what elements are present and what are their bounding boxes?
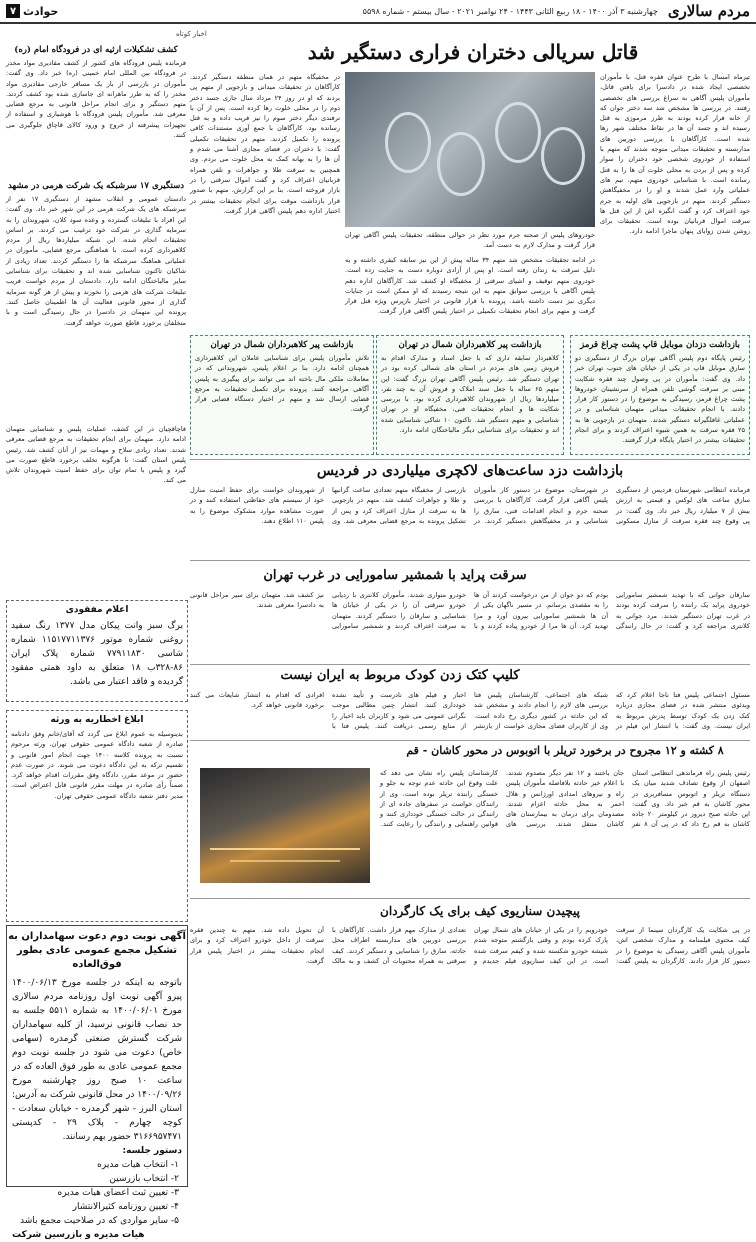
divider — [190, 560, 750, 561]
handcuffs-photo — [345, 72, 595, 227]
agenda-item: ۲- انتخاب بازرسین — [109, 1174, 179, 1184]
lead-body-col-2: در ادامه تحقیقات مشخص شد متهم ۳۴ ساله پیش از این نیز سابقه کیفری داشته و به دلیل سرقت به زندان رفته است. او پس از آزادی دوباره دست به جنایت زده است. خودروی متهم توقیف و اشیای سرقتی از مخفیگاه او کشف شد. کارآگاهان اداره دهم پلیس آگاهی با بررسی سوابق متهم به این نتیجه رسیدند که او ممکن است در جنایات دیگری نیز دست داشته باشد. پرونده با قرار قانونی در اختیار بازپرس ویژه قتل قرار گرفت و متهم برای انجام تحقیقات تکمیلی در اختیار پلیس آگاهی قرار گرفت. — [345, 256, 595, 316]
lost-notice — [6, 600, 188, 702]
divider — [190, 740, 750, 741]
agenda-item: ۴- تعیین روزنامه کثیرالانتشار — [72, 1202, 179, 1212]
heirs-notice-title: ابلاغ اخطاریه به ورثه — [50, 715, 144, 725]
story-headline-director[interactable]: پیچیدن سناریوی کیف برای یک کارگردان — [380, 904, 580, 918]
ad-signature: هیات مدیره و بازرسین شرکت — [12, 1230, 145, 1240]
brief-box-fraudster-tehran — [190, 335, 374, 455]
brief-text: کلاهبردار سابقه داری که با جعل اسناد و مدارک اقدام به فروش زمین های مردم در استان های شمالی کرده بود در تهران دستگیر شد. رئیس پلیس آگاهی تهران بزرگ گفت: این متهم ۶۵ ساله با جعل سند املاک و فروش آن به چند نفر، میلیاردها ریال از شهروندان کلاهبرداری کرده بود. با بررسی شکایت ها و انجام تحقیقات فنی، مخفیگاه او در تهران شناسایی و متهم دستگیر شد. تاکنون ۱۰ شاکی شناسایی شده اند و تحقیقات برای شناسایی دیگر مالباختگان ادامه دارد. — [381, 354, 560, 435]
handcuff-icon — [437, 132, 485, 196]
agenda-item: ۱- انتخاب هیات مدیره — [97, 1160, 179, 1170]
page-header — [0, 0, 756, 24]
lost-notice-text: برگ سبز وانت پیکان مدل ۱۳۷۷ رنگ سفید روغنی شماره موتور ۱۱۵۱۷۷۱۱۳۷۶ شماره شاسی ۷۷۹۱۱۸۳۰ شماره پلاک ایران ۸۶-۳۲۸ب ۱۸ متعلق به داود همتی مفقود گردیده و فاقد اعتبار می باشد. — [11, 621, 183, 687]
brief-title[interactable]: دستگیری ۱۷ سرشبکه یک شرکت هرمی در مشهد — [7, 181, 185, 191]
story-body-director: در پی شکایت یک کارگردان سینما از سرقت کیف محتوی فیلمنامه و مدارک شخصی اش، مأموران پلیس آگاهی رسیدگی به موضوع را در دستور کار قرار دادند. کارگردان به پلیس گفت: خودرویم را در یکی از خیابان های شمال تهران پارک کرده بودم و وقتی بازگشتم متوجه شدم شیشه خودرو شکسته شده و کیفم سرقت شده است. در این کیف سناریوی فیلم جدیدم و تعدادی از مدارک مهم قرار داشت. کارآگاهان با بررسی دوربین های مداربسته اطراف محل حادثه، سارق را شناسایی و دستگیر کردند. کیف سرقتی به همراه محتویات آن کشف و به مالک آن تحویل داده شد. متهم به چندین فقره سرقت از داخل خودرو اعتراف کرد و برای انجام تحقیقات بیشتر در اختیار پلیس قرار گرفت. — [190, 926, 750, 965]
newspaper-brand[interactable]: مردم سالاری — [667, 2, 750, 20]
brief-box-mobile-thieves — [570, 335, 750, 455]
handcuff-icon — [495, 102, 541, 163]
dateline: چهارشنبه ۳ آذر ۱۴۰۰ - ۱۸ ربیع الثانی ۱۴۴۳ - ۲۴ نوامبر ۲۰۲۱ - سال بیستم - شماره ۵۵۹۸ — [362, 6, 658, 16]
left-rail-briefs — [6, 42, 186, 592]
accident-photo — [200, 768, 370, 883]
ad-title: آگهی نوبت دوم دعوت سهامداران به تشکیل مجمع عمومی عادی بطور فوق‌العاده — [8, 931, 186, 970]
brief-text: رئیس پایگاه دوم پلیس آگاهی تهران بزرگ از دستگیری دو سارق موبایل قاپ در یکی از خیابان های جنوب تهران خبر داد. وی گفت: مأموران در پی وصول چند فقره شکایت مبنی بر سرقت گوشی تلفن همراه از سرنشینان خودروها پشت چراغ قرمز، رسیدگی به موضوع را در دستور کار قرار دادند. با انجام تحقیقات میدانی متهمان شناسایی و در عملیاتی غافلگیرانه دستگیر شدند. متهمان در بازجویی ها به ۲۵ فقره سرقت به همین شیوه اعتراف کردند و برای انجام تحقیقات بیشتر در اختیار پایگاه قرار گرفتند. — [575, 354, 745, 445]
divider — [190, 898, 750, 899]
photo-caption: خودروهای پلیس از صحنه جرم مورد نظر در حوالی منطقه، تحقیقات پلیس آگاهی تهران قرار گرفت و مدارک لازم به دست آمد. — [345, 231, 595, 250]
page-number: ۷ — [6, 4, 20, 18]
divider — [190, 459, 750, 460]
story-headline-child-clip[interactable]: کلیپ کتک زدن کودک مربوط به ایران نیست — [280, 668, 520, 683]
news-briefs-tag: اخبار کوتاه — [176, 30, 207, 38]
road-mark — [210, 848, 360, 850]
story-body-child-clip: مسئول اجتماعی پلیس فتا ناجا اعلام کرد که ویدئوی منتشر شده در فضای مجازی درباره کتک زدن یک کودک توسط پدرش مربوط به ایران نیست. وی گفت: با انتشار این فیلم در شبکه های اجتماعی، کارشناسان پلیس فتا بررسی های لازم را انجام دادند و مشخص شد که این حادثه در کشور دیگری رخ داده است. وی از کاربران فضای مجازی خواست از بازنشر اخبار و فیلم های نادرست و تأیید نشده خودداری کنند. انتشار چنین مطالبی موجب نگرانی عمومی می شود و کاربران باید اخبار را از منابع رسمی دریافت کنند. پلیس فتا با افرادی که اقدام به انتشار شایعات می کنند برخورد قانونی خواهد کرد. — [190, 691, 750, 730]
story-body-bus-crash: رئیس پلیس راه فرماندهی انتظامی استان اصفهان از وقوع تصادف شدید میان یک دستگاه تریلر و اتوبوس مسافربری در محور کاشان به قم خبر داد. وی گفت: این حادثه صبح دیروز در کیلومتر ۲۰ جاده کاشان به قم رخ داد که در پی آن ۸ نفر جان باختند و ۱۲ نفر دیگر مصدوم شدند. با اعلام خبر حادثه بلافاصله مأموران پلیس راه و نیروهای امدادی اورژانس و هلال احمر به محل حادثه اعزام شدند. مصدومان برای درمان به بیمارستان های کاشان منتقل شدند. بررسی های کارشناسان پلیس راه نشان می دهد که علت وقوع این حادثه عدم توجه به جلو و خستگی راننده تریلر بوده است. وی از رانندگان خواست در سفرهای جاده ای از رانندگی در حالت خستگی خودداری کنند و قوانین راهنمایی و رانندگی را رعایت کنند. — [380, 769, 751, 829]
brief-title[interactable]: بازداشت پیر کلاهبرداران شمال در تهران — [210, 340, 354, 350]
section-label — [0, 4, 58, 18]
story-body-samurai: سارقان جوانی که با تهدید شمشیر سامورایی خودروی پراید یک راننده را سرقت کرده بودند در غرب تهران دستگیر شدند. مرد جوانی به کلانتری مراجعه کرد و گفت: در حال رانندگی بودم که دو جوان از من درخواست کردند آن ها را به مقصدی برسانم. در مسیر ناگهان یکی از آن ها شمشیر سامورایی بیرون آورد و مرا تهدید کرد. آن ها مرا از خودرو پیاده کردند و با خودرو متواری شدند. مأموران کلانتری با ردیابی خودرو سرقتی آن را در یکی از خیابان ها شناسایی و سارقان را دستگیر کردند. متهمان به سرقت اعتراف کردند و شمشیر سامورایی نیز کشف شد. متهمان برای سیر مراحل قانونی به دادسرا معرفی شدند. — [190, 591, 750, 630]
brief-title[interactable]: بازداشت پیر کلاهبرداران شمال در تهران — [398, 340, 542, 350]
brief-title[interactable]: کشف تشکیلات ارثیه ای در فرودگاه امام (ره) — [14, 45, 178, 55]
story-headline-samurai[interactable]: سرقت پراید با شمشیر سامورایی در غرب تهران — [263, 568, 527, 583]
handcuff-icon — [385, 112, 431, 173]
brief-box-fraudster — [376, 335, 564, 455]
agenda-item: ۵- سایر مواردی که در صلاحیت مجمع باشد — [20, 1216, 179, 1226]
heirs-notice-text: بدینوسیله به عموم ابلاغ می گردد که آقای/خانم وفق دادنامه صادره از شعبه دادگاه عمومی حقوقی تهران، ورثه مرحوم نسبت به پرونده کلاسه ۱۴۰۰ جهت انجام امور قانونی و تقسیم ترکه به این دادگاه دعوت می شوند. در صورت عدم حضور در موعد مقرر، دادگاه وفق مقررات اقدام خواهد کرد. ضمناً رأی صادره در مهلت مقرر قانونی قابل اعتراض است. مدیر دفتر شعبه دادگاه عمومی حقوقی تهران. — [11, 730, 184, 800]
section-title: حوادث — [23, 4, 59, 18]
heirs-notice — [6, 710, 188, 922]
lead-headline[interactable]: قاتل سریالی دختران فراری دستگیر شد — [307, 40, 639, 64]
brief-text: قاچاقچیان در این کشف، عملیات پلیس و شناسایی متهمان ادامه دارد. متهمان برای انجام تحقیقات به مرجع قضایی معرفی شدند. تعداد زیادی سلاح و مهمات نیز از آنان کشف شد. رئیس پلیس استان گفت: با هرگونه تخلف برخورد قاطع صورت می گیرد و پلیس با تمام توان برای حفظ امنیت شهروندان تلاش می کند. — [6, 425, 186, 485]
brief-text: تلاش مأموران پلیس برای شناسایی عاملان این کلاهبرداری همچنان ادامه دارد. بنا بر اعلام پلیس، شهروندانی که در معاملات ملکی مال باخته اند می توانند برای پیگیری به پلیس آگاهی مراجعه کنند. پرونده برای تکمیل تحقیقات به مرجع قضایی ارسال شد و متهم در اختیار دستگاه قضایی قرار گرفت. — [195, 354, 369, 414]
brief-text: فرمانده پلیس فرودگاه های کشور از کشف مقادیری مواد مخدر در فرودگاه بین المللی امام خمینی (ره) خبر داد. وی گفت: مأموران در بازرسی از بار یک مسافر خارجی مقادیری مواد مخدر را که به طرز ماهرانه ای جاسازی شده بود کشف کردند. متهم دستگیر و برای انجام مراحل قانونی به مرجع قضایی معرفی شد. مأموران پلیس فرودگاه با هوشیاری و استفاده از تجهیزات پیشرفته از خروج و ورود کالای قاچاق جلوگیری می کنند. — [6, 59, 186, 140]
brief-title[interactable]: بازداشت دزدان موبایل قاپ پشت چراغ قرمز — [580, 340, 740, 350]
story-headline-bus-crash[interactable]: ۸ کشته و ۱۲ مجروح در برخورد تریلر با اتوبوس در محور کاشان - قم — [406, 744, 724, 757]
agenda-item: ۳- تعیین ثبت اعضای هیات مدیره — [57, 1188, 179, 1198]
shareholders-ad — [6, 925, 188, 1240]
story-body-fardis: فرمانده انتظامی شهرستان فردیس از دستگیری سارق ساعت های لوکس و قیمتی به ارزش بیش از ۷ میلیارد ریال خبر داد. وی گفت: در پی وقوع چند فقره سرقت از منازل مسکونی در شهرستان، موضوع در دستور کار مأموران پلیس آگاهی قرار گرفت. کارآگاهان با بررسی صحنه جرم و انجام اقدامات فنی، سارق را شناسایی و در مخفیگاهش دستگیر کردند. در بازرسی از مخفیگاه متهم تعدادی ساعت گرانبها و طلا و جواهرات کشف شد. متهم در بازجویی ها به سرقت از منازل اعتراف کرد و پس از تشکیل پرونده به مرجع قضایی معرفی شد. وی از شهروندان خواست برای حفظ امنیت منازل خود از سیستم های حفاظتی استفاده کنند و در صورت مشاهده موارد مشکوک موضوع را به پلیس ۱۱۰ اطلاع دهند. — [190, 486, 750, 525]
story-headline-fardis[interactable]: بازداشت دزد ساعت‌های لاکچری میلیاردی در فردیس — [316, 463, 624, 479]
lead-body-col-1: تیرماه امسال با طرح عنوان فقره قتل، با مأموران تخصصی ایجاد شده در دادسرا برای یافتن قاتل، مأموران پلیس آگاهی به سراغ بررسی های تخصصی رفتند. در بررسی ها مشخص شد سه دختر جوان که از خانه فرار کرده بودند به طرز مرموزی به قتل رسیده اند و جسد آن ها در نقاط مختلف شهر رها شده است. کارآگاهان با بررسی دوربین های مداربسته و تحقیقات میدانی متوجه شدند که متهم با استفاده از خودروی شخصی خود دختران را سوار کرده و پس از بردن به محلی خلوت آن ها را به قتل رسانده است. با شناسایی خودروی متهم، تیم های عملیاتی وارد عمل شدند و او را در مخفیگاهش دستگیر کردند. متهم در بازجویی های اولیه به جرم خود اعتراف کرد و گفت انگیزه اش از این قتل ها سرقت اموال قربانیان بوده است. تحقیقات برای روشن شدن زوایای پنهان ماجرا ادامه دارد. — [600, 73, 750, 236]
divider — [190, 664, 750, 665]
ad-text: باتوجه به اینکه در جلسه مورخ ۱۴۰۰/۰۶/۱۳ پیرو آگهی نوبت اول روزنامه مردم سالاری مورخ ۱۴۰۰/۰۶/۰۱ به شماره ۵۵۱۱ جلسه به حد نصاب قانونی نرسید، از کلیه سهامداران شرکت گسترش صنعتی گرمدره (سهامی خاص) دعوت می شود در جلسه نوبت دوم مجمع عمومی عادی به طور فوق العاده که در ساعت ۱۰ صبح روز چهارشنبه مورخ ۱۴۰۰/۰۹/۲۶ در محل قانونی شرکت به آدرس: استان البرز - شهر گرمدره - خیابان سعادت - کوچه چهارم - پلاک ۲۹ - کدپستی ۳۱۶۶۹۵۷۴۷۱ حضور بهم رسانند. — [12, 978, 183, 1142]
brief-text: دادستان عمومی و انقلاب مشهد از دستگیری ۱۷ نفر از سرشبکه های یک شرکت هرمی در این شهر خبر داد. وی گفت: این افراد با تبلیغات گسترده و وعده سود کلان، شهروندان را به سرمایه گذاری در شرکت خود ترغیب می کردند. بر اساس تحقیقات انجام شده، این شبکه میلیاردها ریال از مردم کلاهبرداری کرده است. با هماهنگی مرجع قضایی، مأموران در عملیاتی هماهنگ سرشبکه ها را دستگیر کردند. تعداد زیادی از شاکیان تاکنون شناسایی شده اند و تحقیقات برای شناسایی سایر مالباختگان ادامه دارد. دادستان از مردم خواست فریب تبلیغات شرکت های هرمی را نخورند و پیش از هر گونه سرمایه گذاری از مجوز قانونی فعالیت آن ها اطمینان حاصل کنند. پرونده این متهمان در دادسرا در حال رسیدگی است و با متخلفان برخورد قاطع صورت خواهد گرفت. — [6, 195, 186, 327]
lost-notice-title: اعلام مفقودی — [65, 605, 129, 615]
ad-agenda-list — [7, 1158, 187, 1228]
road-mark — [230, 860, 340, 862]
lead-body-col-3: در مخفیگاه متهم در همان منطقه دستگیر کردند. کارآگاهان در تحقیقات میدانی و بازجویی از متهم پی بردند که او در روز ۲۴ مرداد سال جاری جسد دختر دوم را در محلی خلوت رها کرده است. پس از آن با ترفندی دیگر دختر سوم را نیز فریب داده و به قتل رسانده بود. کارآگاهان با جمع آوری مستندات کافی پرونده را تکمیل کردند. متهم در تحقیقات تکمیلی گفت: با دختران در فضای مجازی آشنا می شدم و آن ها را به بهانه کمک به محل خلوت می بردم. وی همچنین به سرقت طلا و جواهرات و تلفن همراه قربانیان اعتراف کرد و گفت اموال سرقتی را در بازار فروخته است. بنا بر این گزارش، متهم با صدور قرار بازداشت موقت برای انجام تحقیقات بیشتر در اختیار اداره دهم پلیس آگاهی قرار گرفت. — [190, 73, 340, 215]
ad-agenda-title: دستور جلسه: — [122, 1146, 182, 1156]
handcuff-icon — [541, 127, 585, 185]
